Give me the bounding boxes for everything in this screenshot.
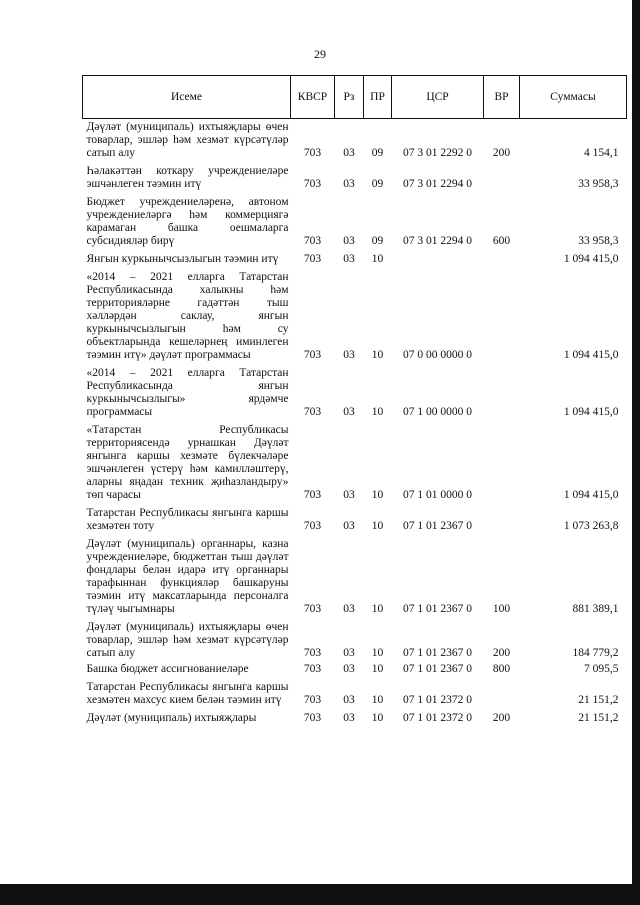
row-name: «2014 – 2021 елларга Татарстан Республикасында янгын куркынычсызлыгы» ярдәмче программасы [86,367,289,418]
row-pr: 10 [371,349,384,361]
row-vr [484,161,520,192]
header-vr: ВР [484,76,520,119]
row-pr: 10 [371,489,384,501]
row-pr: 10 [371,712,384,724]
row-sum: 184 779,2 [572,647,619,659]
header-rz: Рз [335,76,364,119]
row-csr: 07 1 01 2372 0 [403,694,472,706]
row-name: Татарстан Республикасы янгынга каршы хезмәтен махсус кием белән тәэмин итү [86,681,289,706]
row-vr [484,249,520,267]
row-name: Башка бюджет ассигнованиеләре [86,663,249,675]
row-pr: 10 [371,406,384,418]
row-vr: 800 [492,663,511,675]
row-name: Һәлакәттән коткару учреждениеләре эшчәнлеген тәэмин итү [86,165,289,190]
header-sum: Суммасы [520,76,627,119]
row-sum: 1 094 415,0 [563,253,619,265]
row-rz: 03 [343,406,355,418]
row-kvsr: 703 [303,694,322,706]
row-vr: 200 [492,647,511,659]
table-row [83,503,627,534]
row-vr: 200 [492,712,511,724]
row-name: Бюджет учреждениеләренә, автоном учреждениеләргә һәм коммерциягә карамаган башка оешмаларга субсидияләр бирү [86,196,289,247]
header-pr: ПР [364,76,392,119]
row-kvsr: 703 [303,178,322,190]
row-vr [484,677,520,708]
budget-table [82,75,627,726]
row-name: Татарстан Республикасы янгынга каршы хезмәтен тоту [86,507,289,532]
row-vr: 200 [492,147,511,159]
table-row [83,267,627,363]
table-header-row [83,76,627,119]
scan-border-right [632,0,640,905]
row-sum: 4 154,1 [584,147,619,159]
table-row [83,677,627,708]
row-csr: 07 1 01 0000 0 [403,489,472,501]
row-csr: 07 1 00 0000 0 [403,406,472,418]
row-pr: 09 [371,147,384,159]
row-kvsr: 703 [303,647,322,659]
row-rz: 03 [343,603,355,615]
row-csr [392,249,484,267]
row-rz: 03 [343,712,355,724]
row-rz: 03 [343,147,355,159]
row-vr: 100 [492,603,511,615]
row-kvsr: 703 [303,406,322,418]
row-kvsr: 703 [303,235,322,247]
row-sum: 1 094 415,0 [563,406,619,418]
row-csr: 07 1 01 2372 0 [403,712,472,724]
row-pr: 10 [371,520,384,532]
table-row [83,363,627,420]
row-name: Дәүләт (муниципаль) ихтыяҗлары өчен товарлар, эшләр һәм хезмәт күрсәтүләр сатып алу [86,621,289,659]
row-csr: 07 3 01 2292 0 [403,147,472,159]
header-kvsr: КВСР [291,76,335,119]
row-pr: 10 [371,663,384,675]
page-number: 29 [314,47,326,61]
row-csr: 07 1 01 2367 0 [403,520,472,532]
row-sum: 7 095,5 [584,663,619,675]
table-row [83,119,627,162]
row-kvsr: 703 [303,349,322,361]
row-kvsr: 703 [303,520,322,532]
row-kvsr: 703 [303,712,322,724]
table-row [83,617,627,661]
row-csr: 07 3 01 2294 0 [403,178,472,190]
table-row [83,192,627,249]
row-name: Дәүләт (муниципаль) ихтыяҗлары өчен товарлар, эшләр һәм хезмәт күрсәтүләр сатып алу [86,121,289,159]
row-name: «Татарстан Республикасы территориясендә урнашкан Дәүләт янгынга каршы хезмәте бүлекчәләре эшчәнлеген үстерү һәм камилләштерү, аларны яңадан техник җиһазландыру» төп чарасы [86,424,289,501]
row-rz: 03 [343,235,355,247]
row-name: «2014 – 2021 елларга Татарстан Республикасында халыкны һәм территорияләрне гадәттән тыш хәлләрдән саклау, янгын куркынычсызлыгын һәм су объектларында кешеләрнең иминлеген тәэмин итү» дәүләт программасы [86,271,289,361]
row-pr: 10 [371,253,384,265]
row-vr [484,420,520,503]
row-vr [484,503,520,534]
header-name: Исеме [83,76,291,119]
row-vr [484,267,520,363]
row-pr: 09 [371,235,384,247]
row-kvsr: 703 [303,147,322,159]
row-rz: 03 [343,647,355,659]
table-row [83,420,627,503]
row-csr: 07 1 01 2367 0 [403,603,472,615]
row-csr: 07 1 01 2367 0 [403,647,472,659]
row-sum: 1 094 415,0 [563,489,619,501]
row-rz: 03 [343,253,355,265]
row-sum: 21 151,2 [578,694,619,706]
row-kvsr: 703 [303,253,322,265]
row-sum: 1 094 415,0 [563,349,619,361]
row-rz: 03 [343,349,355,361]
row-rz: 03 [343,489,355,501]
row-csr: 07 0 00 0000 0 [403,349,472,361]
row-sum: 33 958,3 [578,235,619,247]
row-sum: 33 958,3 [578,178,619,190]
table-row [83,708,627,726]
row-name: Дәүләт (муниципаль) ихтыяҗлары [86,712,257,724]
row-rz: 03 [343,520,355,532]
row-csr: 07 3 01 2294 0 [403,235,472,247]
header-csr: ЦСР [392,76,484,119]
row-name: Янгын куркынычсызлыгын тәэмин итү [86,253,279,265]
scan-border-bottom [0,884,640,905]
row-name: Дәүләт (муниципаль) органнары, казна учреждениеләре, бюджеттан тыш дәүләт фондлары белән идарә итү органнары тарафыннан функцияләр башкаруны тәэмин итү максатларында персоналга түләү чыгымнары [86,538,289,615]
row-rz: 03 [343,694,355,706]
row-kvsr: 703 [303,663,322,675]
row-sum: 21 151,2 [578,712,619,724]
row-csr: 07 1 01 2367 0 [403,663,472,675]
row-sum: 1 073 263,8 [563,520,619,532]
row-rz: 03 [343,178,355,190]
table-row [83,534,627,617]
row-pr: 10 [371,603,384,615]
row-kvsr: 703 [303,489,322,501]
table-row [83,161,627,192]
table-row [83,249,627,267]
row-kvsr: 703 [303,603,322,615]
row-vr [484,363,520,420]
table-row [83,661,627,677]
row-rz: 03 [343,663,355,675]
row-sum: 881 389,1 [572,603,619,615]
row-pr: 10 [371,694,384,706]
row-pr: 09 [371,178,384,190]
row-vr: 600 [492,235,511,247]
row-pr: 10 [371,647,384,659]
